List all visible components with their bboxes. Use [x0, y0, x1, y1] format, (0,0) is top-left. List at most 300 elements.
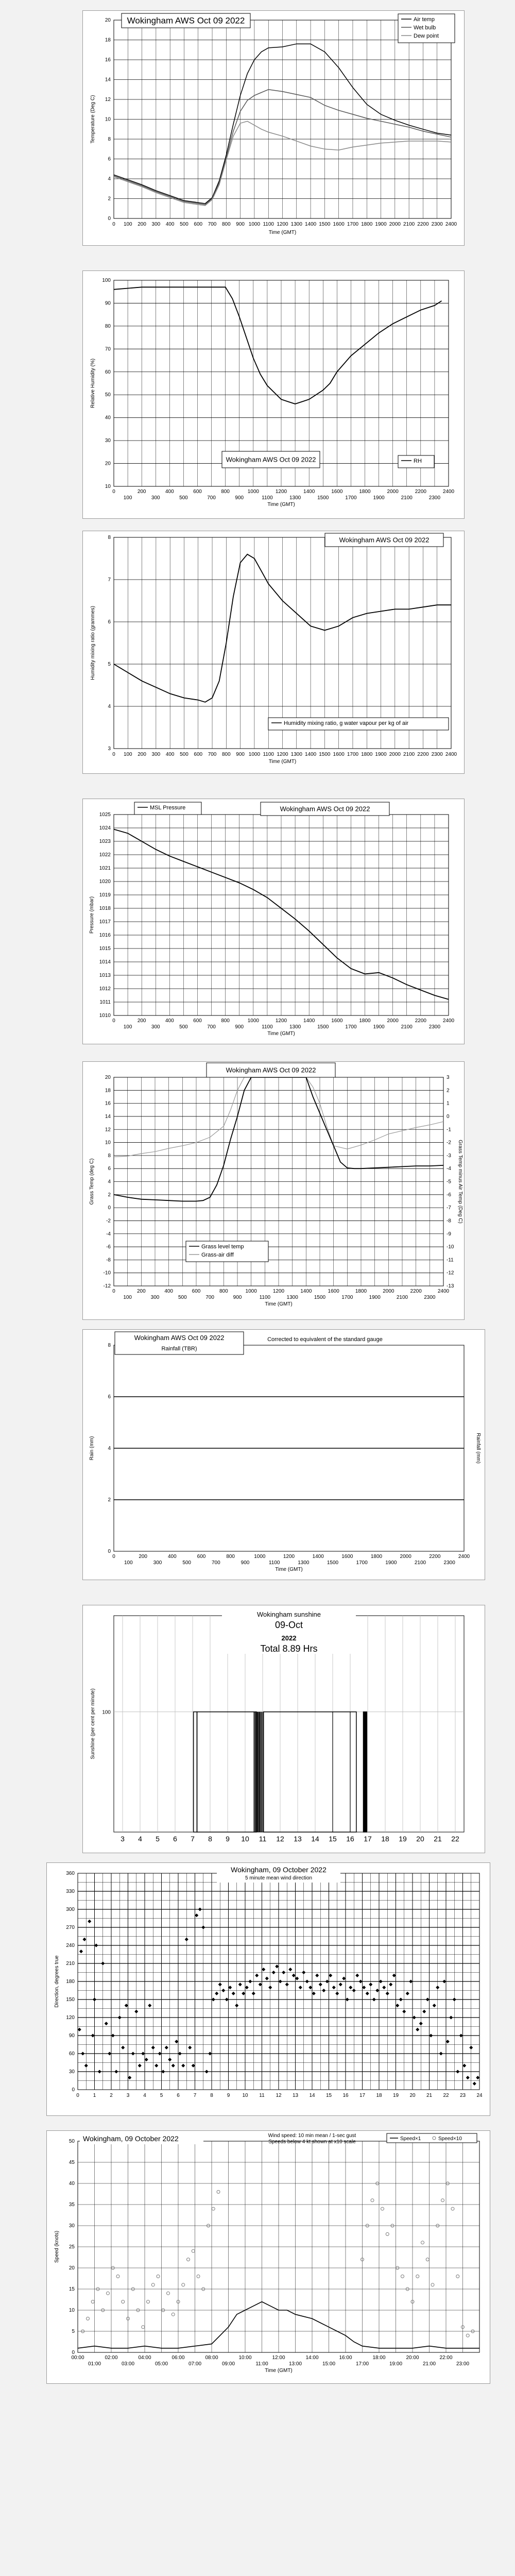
- grass-temp-chart: [82, 1061, 465, 1320]
- y-tick-label: 20: [105, 461, 111, 467]
- x-tick-label: 800: [221, 752, 231, 757]
- x-tick-label: 900: [236, 222, 245, 227]
- x-tick-label: 10:00: [238, 2355, 252, 2361]
- y-tick-label: 4: [108, 1179, 111, 1185]
- x-tick-label: 1000: [247, 1018, 259, 1024]
- mixing-ratio-chart-svg: [83, 531, 464, 773]
- x-tick-label: 12: [276, 2093, 282, 2098]
- x-tick-label: 05:00: [154, 2361, 168, 2367]
- y-tick-label: 8: [108, 535, 111, 540]
- x-tick-label: 15:00: [322, 2361, 336, 2367]
- wind-speed-chart: [46, 2130, 490, 2384]
- x-tick-label: 02:00: [105, 2355, 118, 2361]
- x-tick-label: 400: [165, 222, 175, 227]
- x-tick-label: 1700: [341, 1295, 353, 1300]
- x-tick-label: 800: [221, 222, 231, 227]
- x-tick-label: 200: [137, 1018, 146, 1024]
- y-axis-label: Rain (mm): [89, 1436, 95, 1461]
- chart-title: Wokingham, 09 October 2022: [83, 2134, 179, 2143]
- x-tick-label: 7: [191, 1835, 195, 1843]
- x-tick-label: 21: [434, 1835, 442, 1843]
- y-tick-label: -2: [106, 1218, 111, 1224]
- y-tick-label-right: -5: [447, 1179, 451, 1185]
- x-tick-label: 20: [416, 1835, 424, 1843]
- x-tick-label: 0: [112, 1018, 115, 1024]
- x-tick-label: 500: [179, 1024, 188, 1030]
- x-tick-label: 2000: [387, 1018, 399, 1024]
- pressure-chart-svg: [83, 799, 464, 1044]
- x-tick-label: 1500: [317, 495, 329, 501]
- y-tick-label: 0: [72, 2087, 75, 2093]
- x-tick-label: 1100: [259, 1295, 271, 1300]
- x-tick-label: 2100: [396, 1295, 408, 1300]
- x-tick-label: 12:00: [272, 2355, 285, 2361]
- sunshine-chart: [82, 1605, 485, 1853]
- y-tick-label: 1021: [99, 866, 111, 871]
- y-tick-label: 120: [66, 2015, 75, 2021]
- x-tick-label: 0: [112, 222, 115, 227]
- y-tick-label: 12: [105, 1127, 111, 1133]
- y-tick-label: -10: [103, 1270, 111, 1276]
- y-tick-label-right: -11: [447, 1257, 454, 1263]
- x-tick-label: 2000: [387, 489, 399, 495]
- x-tick-label: 900: [233, 1295, 242, 1300]
- x-tick-label: 1600: [333, 752, 345, 757]
- x-tick-label: 2400: [437, 1289, 450, 1294]
- x-tick-label: 1400: [304, 752, 317, 757]
- y-tick-label: 14: [105, 1113, 111, 1120]
- sunshine-chart-svg: [83, 1605, 485, 1853]
- x-tick-label: 300: [151, 495, 160, 501]
- y-tick-label: 1022: [99, 852, 111, 858]
- y-tick-label-right: -7: [447, 1205, 451, 1211]
- x-tick-label: 900: [235, 495, 244, 501]
- y-tick-label: 1019: [99, 892, 111, 898]
- y-tick-label: 6: [108, 1394, 111, 1400]
- x-tick-label: 1600: [328, 1289, 339, 1294]
- y-tick-label: -12: [103, 1283, 111, 1289]
- y-tick-label: 180: [66, 1979, 75, 1985]
- y-tick-label: 90: [68, 2033, 75, 2039]
- x-tick-label: 700: [208, 222, 217, 227]
- x-tick-label: 1400: [300, 1289, 312, 1294]
- x-tick-label: 1000: [247, 489, 259, 495]
- x-tick-label: 2400: [458, 1554, 470, 1560]
- x-tick-label: 400: [164, 1289, 174, 1294]
- legend-label: MSL Pressure: [150, 805, 186, 811]
- x-tick-label: 2300: [428, 1024, 441, 1030]
- y-tick-label: 6: [108, 156, 111, 162]
- x-tick-label: 600: [193, 489, 202, 495]
- x-tick-label: 16: [346, 1835, 354, 1843]
- x-tick-label: 800: [219, 1289, 228, 1294]
- x-tick-label: 700: [207, 495, 216, 501]
- chart-subtitle: Rainfall (TBR): [161, 1346, 197, 1352]
- x-tick-label: 8: [208, 1835, 212, 1843]
- x-tick-label: 100: [124, 1560, 133, 1566]
- humidity-chart-svg: [83, 271, 464, 518]
- x-tick-label: 2400: [442, 489, 455, 495]
- y-tick-label: 8: [108, 1343, 111, 1348]
- x-tick-label: 2: [110, 2093, 113, 2098]
- wind-direction-chart: [46, 1862, 490, 2116]
- y-tick-label-right: -9: [447, 1231, 451, 1237]
- x-tick-label: 1100: [262, 495, 273, 501]
- x-tick-label: 1100: [268, 1560, 280, 1566]
- legend-label: Humidity mixing ratio, g water vapour per kg of air: [284, 720, 409, 726]
- x-tick-label: 2200: [415, 1018, 426, 1024]
- y-tick-label: 30: [68, 2223, 75, 2229]
- chart-title: Wokingham AWS Oct 09 2022: [127, 15, 245, 26]
- y-tick-label: 0: [72, 2350, 75, 2355]
- chart-title: Wokingham AWS Oct 09 2022: [280, 805, 370, 813]
- y-tick-label: 1015: [99, 946, 111, 952]
- x-tick-label: 300: [151, 222, 161, 227]
- y-tick-label: 15: [68, 2286, 75, 2292]
- x-tick-label: 1100: [262, 1024, 273, 1030]
- wind-speed-chart-svg: [47, 2131, 490, 2383]
- y-tick-label: 80: [105, 323, 111, 329]
- y-tick-label: 1013: [99, 973, 111, 978]
- y-tick-label: 1023: [99, 839, 111, 844]
- y-tick-label: 10: [105, 1140, 111, 1146]
- x-tick-label: 1400: [312, 1554, 324, 1560]
- x-tick-label: 14: [311, 1835, 319, 1843]
- x-tick-label: 1200: [277, 752, 288, 757]
- x-tick-label: 24: [476, 2093, 483, 2098]
- y-axis-label: Relative Humidity (%): [90, 358, 96, 409]
- x-tick-label: 2000: [389, 752, 401, 757]
- x-tick-label: 1800: [370, 1554, 383, 1560]
- y-tick-label: 6: [108, 619, 111, 625]
- x-tick-label: 1700: [345, 495, 357, 501]
- x-tick-label: 400: [167, 1554, 177, 1560]
- x-tick-label: 1200: [272, 1289, 285, 1294]
- chart-subtitle: Wind speed: 10 min mean / 1-sec gust: [268, 2133, 356, 2139]
- x-tick-label: 300: [151, 752, 161, 757]
- y-tick-label: 70: [105, 346, 111, 352]
- rainfall-chart: [82, 1329, 485, 1580]
- x-tick-label: 400: [165, 489, 174, 495]
- y-tick-label: 1025: [99, 812, 111, 818]
- chart-year: 2022: [281, 1634, 297, 1642]
- x-tick-label: 1900: [385, 1560, 397, 1566]
- pressure-chart: [82, 799, 465, 1044]
- x-axis-label: Time (GMT): [268, 230, 297, 235]
- y-tick-label: 1010: [99, 1013, 111, 1019]
- y-tick-label: 25: [68, 2244, 75, 2250]
- x-tick-label: 1900: [373, 495, 385, 501]
- x-tick-label: 2300: [443, 1560, 455, 1566]
- y-tick-label: 40: [68, 2181, 75, 2187]
- y-tick-label: 12: [105, 97, 111, 103]
- legend-label: Grass level temp: [201, 1244, 244, 1250]
- x-tick-label: 1900: [375, 222, 387, 227]
- y-tick-label: 0: [108, 216, 111, 222]
- x-tick-label: 1400: [303, 489, 315, 495]
- x-tick-label: 0: [112, 752, 115, 757]
- x-tick-label: 2200: [415, 489, 426, 495]
- y-tick-label: 1018: [99, 906, 111, 911]
- y-tick-label: 18: [105, 37, 111, 43]
- wind-direction-chart-svg: [47, 1863, 490, 2115]
- x-tick-label: 500: [180, 222, 188, 227]
- legend-label: RH: [414, 458, 422, 464]
- x-tick-label: 19:00: [389, 2361, 403, 2367]
- x-tick-label: 2100: [401, 495, 413, 501]
- x-tick-label: 800: [221, 489, 230, 495]
- x-tick-label: 00:00: [71, 2355, 84, 2361]
- y-tick-label: 2: [108, 1192, 111, 1198]
- x-tick-label: 100: [123, 1295, 132, 1300]
- x-tick-label: 2200: [417, 222, 429, 227]
- y-tick-label-right: -4: [447, 1166, 451, 1172]
- x-axis-label: Time (GMT): [268, 759, 297, 765]
- x-tick-label: 22: [443, 2093, 449, 2098]
- humidity-chart: [82, 270, 465, 519]
- x-tick-label: 1500: [319, 752, 331, 757]
- x-tick-label: 1200: [277, 222, 288, 227]
- y-tick-label-right: -6: [447, 1192, 451, 1198]
- y-axis-label: Temperature (Deg C): [90, 95, 96, 144]
- x-tick-label: 08:00: [205, 2355, 218, 2361]
- x-tick-label: 100: [123, 1024, 132, 1030]
- x-tick-label: 06:00: [171, 2355, 185, 2361]
- y-tick-label: -4: [106, 1231, 111, 1237]
- y-tick-label: 6: [108, 1166, 111, 1172]
- x-tick-label: 1800: [355, 1289, 367, 1294]
- x-tick-label: 2300: [428, 495, 441, 501]
- x-tick-label: 1600: [333, 222, 345, 227]
- x-tick-label: 2300: [431, 222, 443, 227]
- x-tick-label: 0: [76, 2093, 79, 2098]
- y-tick-label: -6: [106, 1244, 111, 1250]
- y-tick-label: 16: [105, 57, 111, 63]
- y-tick-label: 8: [108, 137, 111, 142]
- x-tick-label: 600: [194, 752, 203, 757]
- x-tick-label: 0: [112, 1554, 115, 1560]
- y-axis-label: Direction, degrees true: [54, 1955, 60, 2008]
- x-tick-label: 18: [381, 1835, 389, 1843]
- x-tick-label: 6: [177, 2093, 180, 2098]
- x-tick-label: 2100: [403, 752, 415, 757]
- x-tick-label: 4: [143, 2093, 146, 2098]
- x-tick-label: 700: [211, 1560, 220, 1566]
- x-tick-label: 500: [178, 1295, 187, 1300]
- y-tick-label: 20: [105, 1075, 111, 1080]
- grass-temp-chart-svg: [83, 1062, 464, 1319]
- x-tick-label: 100: [123, 495, 132, 501]
- x-tick-label: 1500: [317, 1024, 329, 1030]
- x-tick-label: 10: [241, 1835, 249, 1843]
- y-tick-label-right: -3: [447, 1153, 451, 1159]
- x-tick-label: 11: [259, 1835, 267, 1843]
- x-tick-label: 1200: [275, 489, 287, 495]
- x-tick-label: 01:00: [88, 2361, 101, 2367]
- y-tick-label: 18: [105, 1088, 111, 1094]
- y-tick-label-right: -2: [447, 1140, 451, 1146]
- y-tick-label: 10: [68, 2308, 75, 2313]
- x-tick-label: 2400: [442, 1018, 455, 1024]
- x-tick-label: 04:00: [138, 2355, 151, 2361]
- x-tick-label: 1800: [361, 222, 373, 227]
- temperature-chart: [82, 10, 465, 246]
- y-tick-label-right: 0: [447, 1113, 450, 1120]
- x-tick-label: 6: [173, 1835, 177, 1843]
- chart-title: Wokingham AWS Oct 09 2022: [134, 1334, 225, 1342]
- x-tick-label: 2000: [400, 1554, 411, 1560]
- x-tick-label: 1200: [275, 1018, 287, 1024]
- x-tick-label: 900: [236, 752, 245, 757]
- y-tick-label: 10: [105, 116, 111, 123]
- y-tick-label: 300: [66, 1907, 75, 1912]
- x-tick-label: 5: [156, 1835, 160, 1843]
- y-tick-label: 10: [105, 484, 111, 489]
- x-tick-label: 1000: [248, 752, 261, 757]
- x-tick-label: 300: [150, 1295, 160, 1300]
- y-tick-label: 5: [108, 662, 111, 667]
- x-tick-label: 14: [309, 2093, 315, 2098]
- y-tick-label: 7: [108, 577, 111, 583]
- x-tick-label: 700: [208, 752, 217, 757]
- legend-label: Wet bulb: [414, 25, 436, 31]
- y-tick-label: 100: [102, 1709, 111, 1716]
- temperature-chart-svg: [83, 11, 464, 245]
- x-tick-label: 500: [179, 495, 188, 501]
- x-tick-label: 1800: [359, 489, 371, 495]
- y-tick-label: 330: [66, 1889, 75, 1894]
- x-tick-label: 15: [325, 2093, 332, 2098]
- x-tick-label: 15: [329, 1835, 337, 1843]
- y-tick-label: -8: [106, 1257, 111, 1263]
- chart-title: Wokingham AWS Oct 09 2022: [339, 536, 430, 544]
- x-tick-label: 1100: [263, 222, 274, 227]
- y-tick-label: 40: [105, 415, 111, 421]
- x-tick-label: 8: [210, 2093, 213, 2098]
- x-tick-label: 400: [165, 1018, 174, 1024]
- mixing-ratio-chart: [82, 531, 465, 774]
- y-tick-label: 240: [66, 1943, 75, 1948]
- y-tick-label-right: -13: [447, 1283, 454, 1289]
- x-tick-label: 1900: [369, 1295, 381, 1300]
- legend-label: Speed×10: [438, 2136, 462, 2142]
- x-tick-label: 03:00: [121, 2361, 135, 2367]
- x-tick-label: 1: [93, 2093, 96, 2098]
- chart-title: Wokingham sunshine: [256, 1611, 321, 1618]
- x-tick-label: 1400: [303, 1018, 315, 1024]
- y-axis-label: Grass Temp (deg C): [89, 1158, 95, 1205]
- x-tick-label: 9: [227, 2093, 230, 2098]
- y-tick-label: 1011: [99, 999, 111, 1005]
- y-tick-label: 5: [72, 2329, 75, 2334]
- y-axis-label: Sunshine (per cent per minute): [90, 1688, 96, 1759]
- x-tick-label: 2300: [431, 752, 443, 757]
- chart-subtitle-2: Speeds below 4 kt shown at x10 scale: [268, 2139, 356, 2145]
- x-tick-label: 1300: [290, 222, 302, 227]
- x-axis-label: Time (GMT): [265, 1301, 293, 1307]
- x-tick-label: 1800: [359, 1018, 371, 1024]
- y-tick-label-right: 2: [447, 1088, 450, 1094]
- x-tick-label: 16: [342, 2093, 349, 2098]
- x-tick-label: 17:00: [355, 2361, 369, 2367]
- x-tick-label: 1300: [286, 1295, 298, 1300]
- x-tick-label: 13: [294, 1835, 302, 1843]
- x-tick-label: 1300: [290, 752, 302, 757]
- x-tick-label: 1300: [289, 495, 301, 501]
- y-tick-label-right: -8: [447, 1218, 451, 1224]
- y-axis-label: Humidity mixing ratio (grammes): [90, 606, 96, 680]
- x-tick-label: 3: [121, 1835, 125, 1843]
- y-tick-label: 2: [108, 196, 111, 202]
- x-tick-label: 4: [138, 1835, 142, 1843]
- x-tick-label: 5: [160, 2093, 163, 2098]
- y-tick-label: 16: [105, 1100, 111, 1107]
- x-tick-label: 600: [194, 222, 203, 227]
- y-tick-label: 60: [105, 369, 111, 375]
- x-tick-label: 3: [126, 2093, 130, 2098]
- x-tick-label: 1900: [375, 752, 387, 757]
- y-tick-label: 1017: [99, 919, 111, 925]
- x-tick-label: 23:00: [456, 2361, 470, 2367]
- x-tick-label: 2100: [401, 1024, 413, 1030]
- y-tick-label: 8: [108, 1153, 111, 1159]
- x-tick-label: 600: [197, 1554, 206, 1560]
- y-tick-label: 90: [105, 300, 111, 307]
- x-tick-label: 100: [123, 222, 132, 227]
- y-tick-label: 35: [68, 2202, 75, 2208]
- x-tick-label: 7: [193, 2093, 197, 2098]
- x-tick-label: 1000: [245, 1289, 257, 1294]
- x-tick-label: 14:00: [305, 2355, 319, 2361]
- x-tick-label: 200: [137, 489, 146, 495]
- chart-note: Corrected to equivalent of the standard gauge: [267, 1336, 383, 1343]
- x-tick-label: 900: [235, 1024, 244, 1030]
- x-tick-label: 400: [165, 752, 175, 757]
- y-tick-label: 4: [108, 704, 111, 709]
- chart-title: Wokingham, 09 October 2022: [231, 1866, 327, 1874]
- x-tick-label: 1700: [345, 1024, 357, 1030]
- chart-title: Wokingham AWS Oct 09 2022: [226, 455, 316, 464]
- x-tick-label: 9: [226, 1835, 230, 1843]
- x-tick-label: 700: [207, 1024, 216, 1030]
- y-tick-label: 30: [68, 2069, 75, 2075]
- y-tick-label: 4: [108, 1446, 111, 1451]
- x-tick-label: 600: [192, 1289, 201, 1294]
- y-tick-label: 1012: [99, 986, 111, 992]
- x-tick-label: 800: [221, 1018, 230, 1024]
- y-tick-label: 2: [108, 1497, 111, 1503]
- x-tick-label: 11: [259, 2093, 265, 2098]
- chart-subtitle: 5 minute mean wind direction: [245, 1875, 313, 1881]
- chart-date: 09-Oct: [274, 1620, 303, 1630]
- x-tick-label: 10: [242, 2093, 248, 2098]
- x-tick-label: 1700: [356, 1560, 368, 1566]
- x-tick-label: 200: [138, 752, 146, 757]
- x-tick-label: 1300: [289, 1024, 301, 1030]
- x-axis-label: Time (GMT): [275, 1567, 303, 1572]
- y-axis-label: Grass Temp minus Air Temp (Deg C): [457, 1140, 463, 1224]
- x-tick-label: 19: [399, 1835, 407, 1843]
- y-tick-label: 0: [108, 1549, 111, 1554]
- x-axis-label: Time (GMT): [265, 2368, 293, 2374]
- x-tick-label: 100: [123, 752, 132, 757]
- y-tick-label: 210: [66, 1961, 75, 1967]
- y-tick-label: 0: [108, 1205, 111, 1211]
- x-tick-label: 200: [136, 1289, 146, 1294]
- x-tick-label: 500: [182, 1560, 192, 1566]
- x-tick-label: 700: [205, 1295, 215, 1300]
- x-tick-label: 1900: [373, 1024, 385, 1030]
